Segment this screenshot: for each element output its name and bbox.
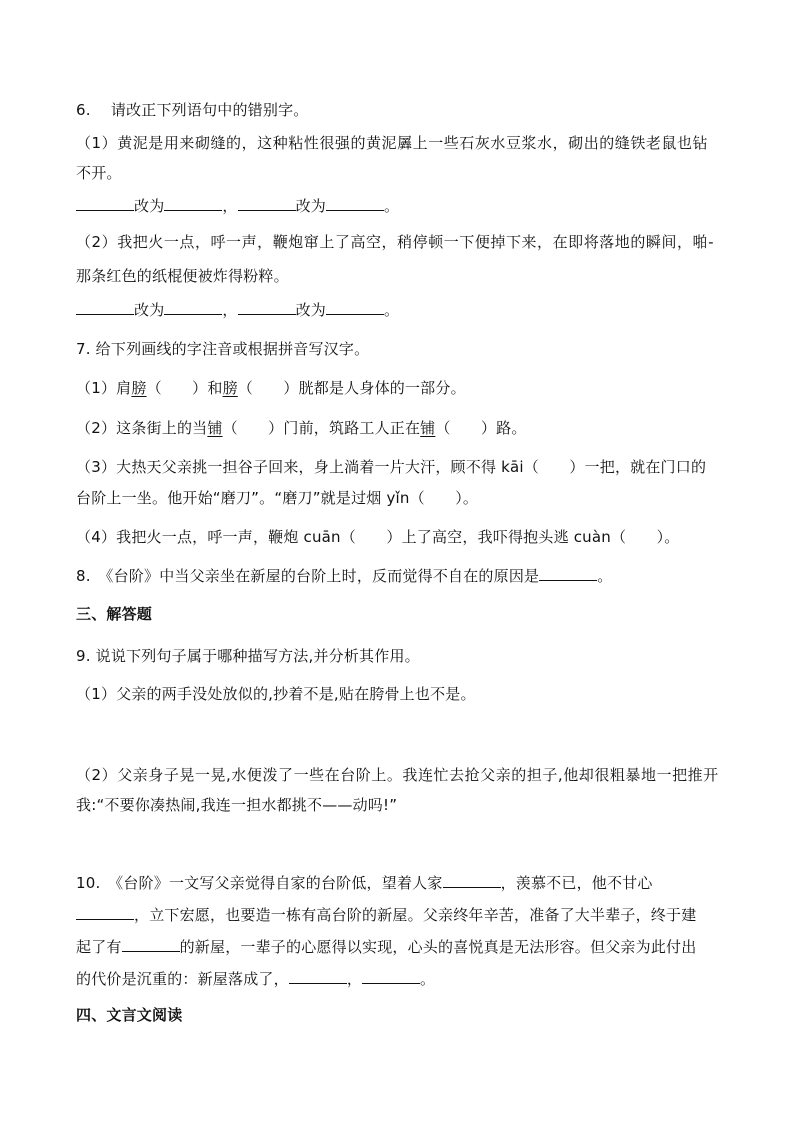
answer-blank[interactable]: [164, 300, 222, 315]
q7-item3-line2: 台阶上一坐。他开始“磨刀”。“磨刀”就是过烟 yǐn（ ）。: [76, 489, 479, 507]
q7-item1: （1）肩膀（ ）和膀（ ）胱都是人身体的一部分。: [76, 379, 466, 397]
answer-blank[interactable]: [289, 969, 347, 984]
q7-title: 7. 给下列画线的字注音或根据拼音写汉字。: [76, 340, 370, 358]
q6-item1-line2: 不开。: [76, 164, 122, 182]
q6-item1-answer-line: 改为 ， 改为 。: [76, 196, 399, 216]
q6-item1-line1: （1）黄泥是用来砌缝的，这种粘性很强的黄泥羼上一些石灰水豆浆水，砌出的缝铁老鼠也钻: [76, 134, 709, 152]
answer-blank[interactable]: [539, 566, 597, 581]
answer-blank[interactable]: [443, 873, 501, 888]
q10-line3: 起了有 的新屋，一辈子的心愿得以实现，心头的喜悦真是无法形容。但父亲为此付出: [76, 938, 697, 956]
answer-blank[interactable]: [76, 905, 134, 920]
q6-item2-answer-line: 改为 ， 改为 。: [76, 300, 399, 320]
q9-item2-line2: 我:“不要你凑热闹,我连一担水都挑不——动吗!”: [76, 796, 398, 814]
answer-blank[interactable]: [238, 196, 296, 211]
q6-title: 6. 请改正下列语句中的错别字。: [76, 101, 309, 119]
q10-line1: 10. 《台阶》一文写父亲觉得自家的台阶低，望着人家 ，羡慕不已，他不甘心: [76, 874, 653, 892]
q6-item2-line1: （2）我把火一点，呼一声，鞭炮窜上了高空，稍停顿一下便掉下来，在即将落地的瞬间，啪-: [76, 233, 715, 251]
answer-blank[interactable]: [76, 300, 134, 315]
q9-item1: （1）父亲的两手没处放似的,抄着不是,贴在胯骨上也不是。: [76, 685, 476, 703]
q10-line2: ，立下宏愿，也要造一栋有高台阶的新屋。父亲终年辛苦，准备了大半辈子，终于建: [76, 905, 696, 925]
underlined-char: 铺: [420, 419, 436, 437]
q9-item2-line1: （2）父亲身子晃一晃,水便泼了一些在台阶上。我连忙去抢父亲的担子,他却很粗暴地一把推开: [76, 766, 719, 784]
answer-blank[interactable]: [122, 937, 180, 952]
q10-line4: 的代价是沉重的：新屋落成了， ， 。: [76, 970, 436, 988]
q8-text: 8. 《台阶》中当父亲坐在新屋的台阶上时，反而觉得不自在的原因是 。: [76, 567, 613, 585]
q7-item4: （4）我把火一点，呼一声，鞭炮 cuān（ ）上了高空，我吓得抱头逃 cuàn（ ）。: [76, 528, 680, 546]
q9-title: 9. 说说下列句子属于哪种描写方法,并分析其作用。: [76, 647, 420, 665]
q7-item2: （2）这条街上的当铺（ ）门前，筑路工人正在铺（ ）路。: [76, 419, 527, 437]
underlined-char: 铺: [207, 419, 223, 437]
answer-blank[interactable]: [164, 196, 222, 211]
answer-blank[interactable]: [238, 300, 296, 315]
section-4-heading: 四、文言文阅读: [76, 1006, 183, 1024]
answer-blank[interactable]: [326, 300, 384, 315]
q7-item3-line1: （3）大热天父亲挑一担谷子回来，身上淌着一片大汗，顾不得 kāi（ ）一把，就在门口的: [76, 458, 707, 476]
answer-blank[interactable]: [362, 969, 420, 984]
answer-blank[interactable]: [326, 196, 384, 211]
q6-item2-line2: 那条红色的纸棍便被炸得粉粹。: [76, 267, 289, 285]
underlined-char: 膀: [131, 379, 147, 397]
answer-blank[interactable]: [76, 196, 134, 211]
section-3-heading: 三、解答题: [76, 605, 153, 623]
underlined-char: 膀: [222, 379, 238, 397]
